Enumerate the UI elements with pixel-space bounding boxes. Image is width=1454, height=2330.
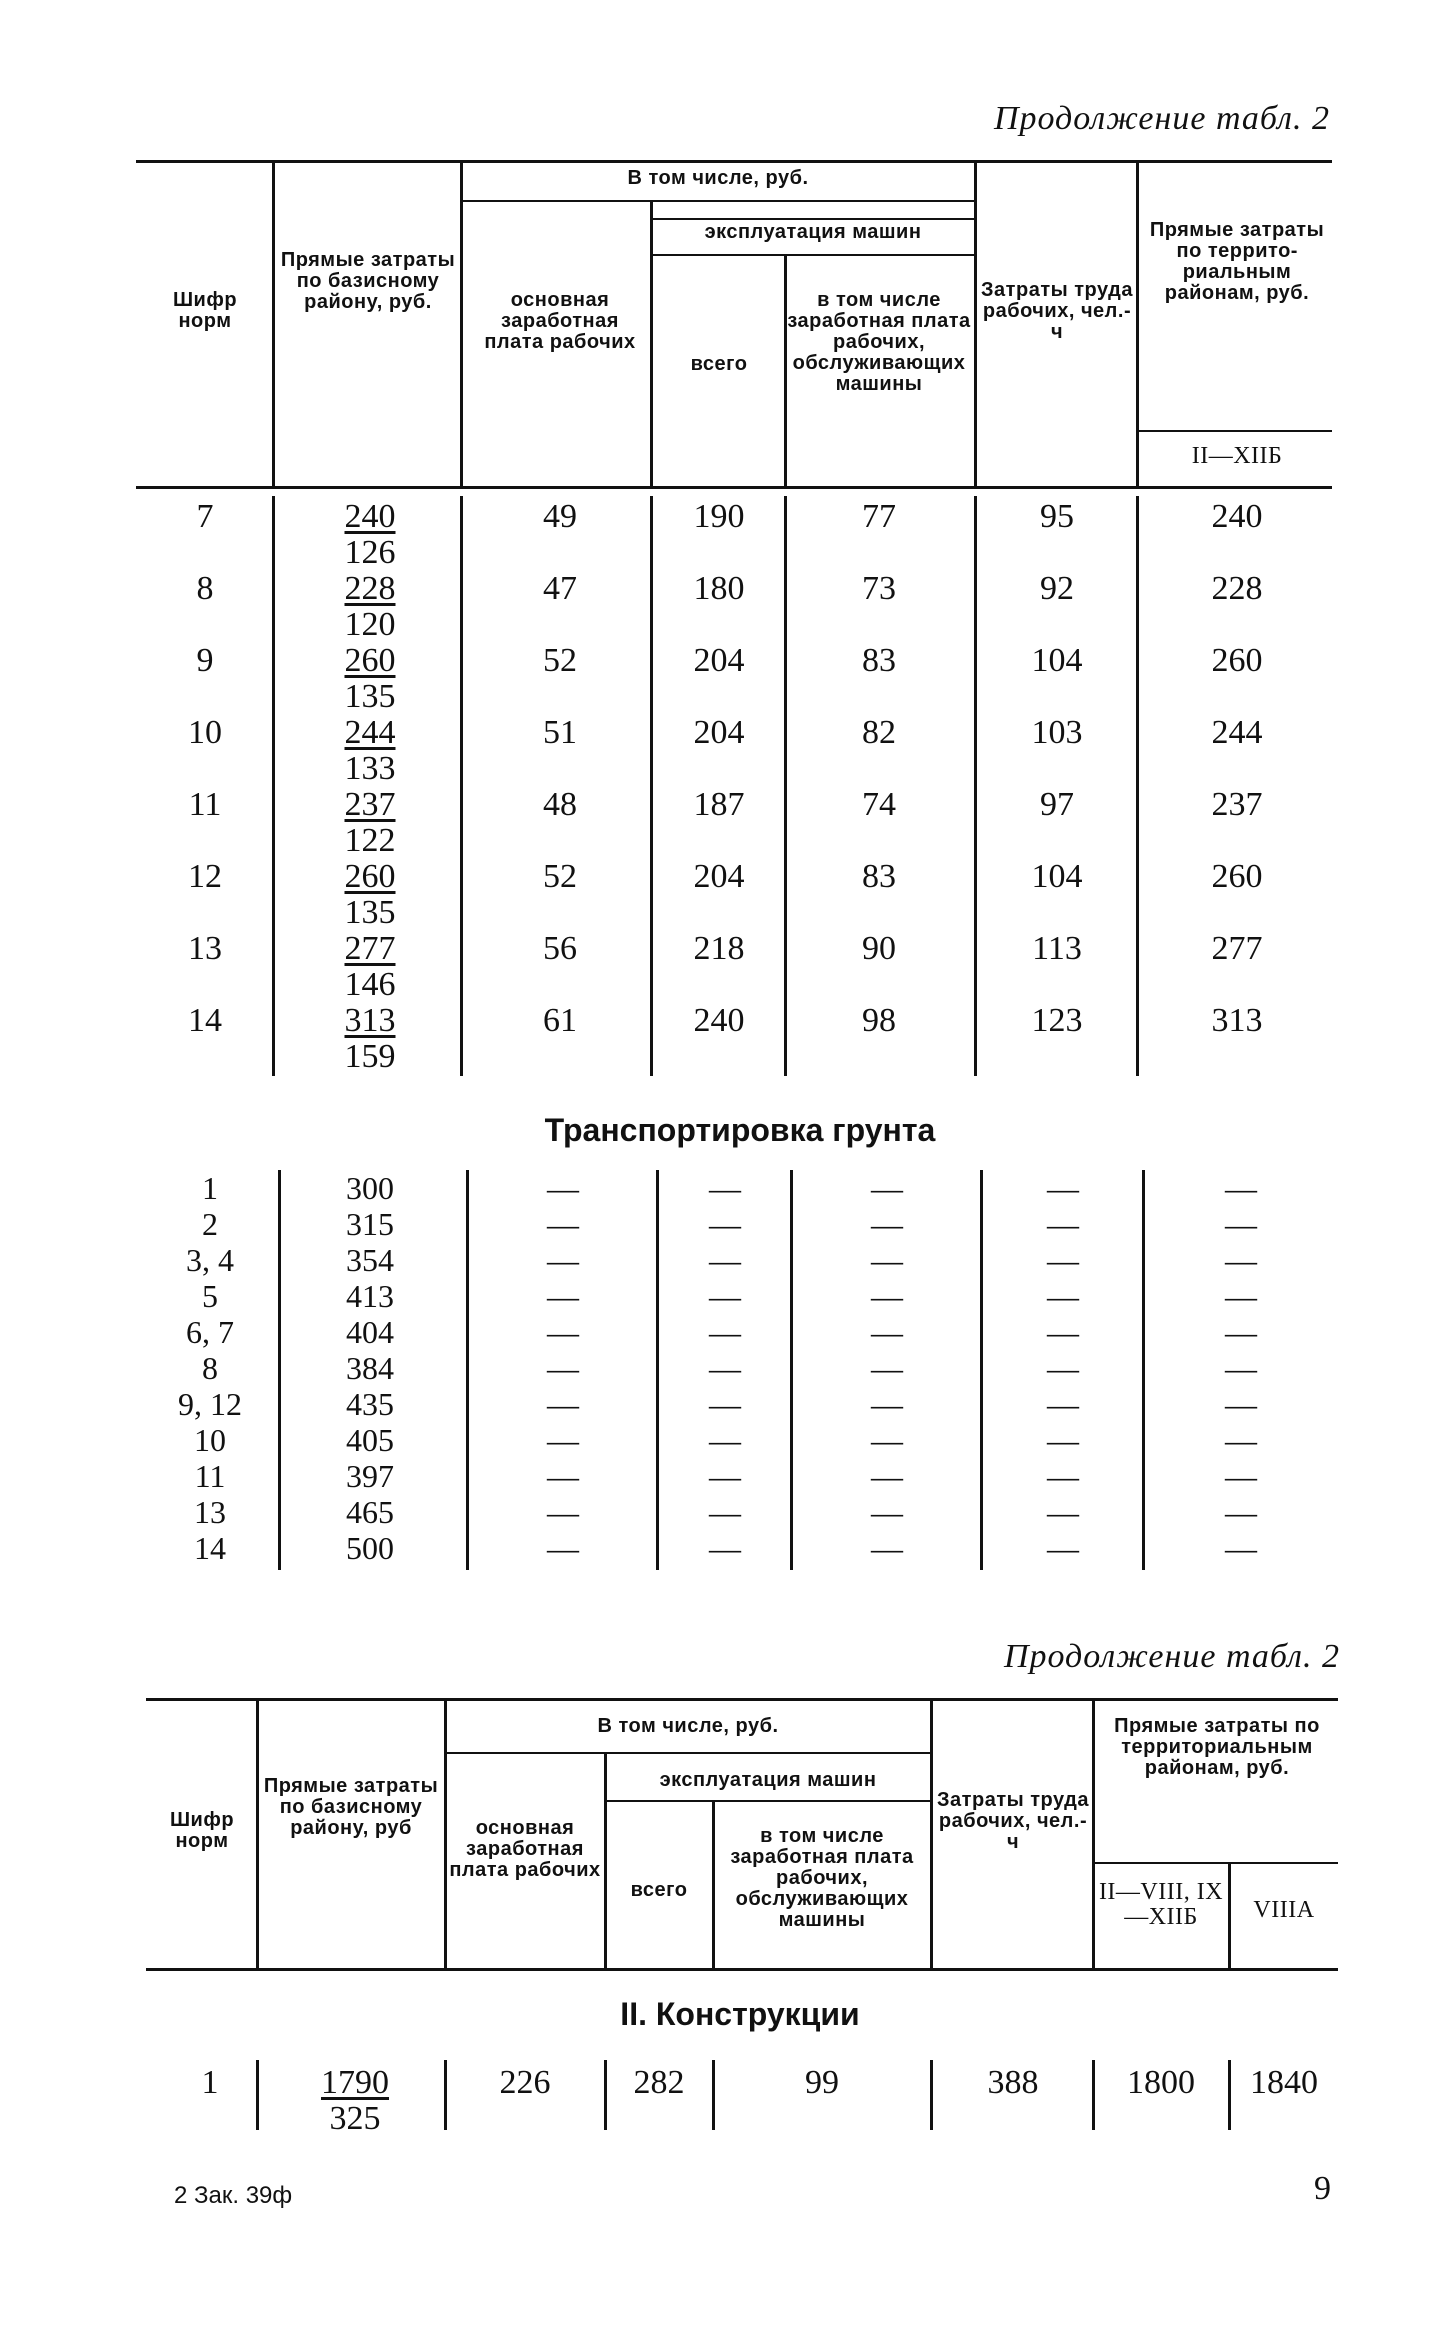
row-code: 6, 7 — [186, 1314, 234, 1350]
b-row-terr-a: 1800 — [1127, 2064, 1195, 2101]
row-total: 190 — [693, 498, 745, 535]
row-labor: 97 — [1040, 786, 1074, 823]
terr-rule — [1138, 430, 1332, 432]
row-wage: 47 — [543, 570, 577, 607]
row-machine-wage: 83 — [862, 858, 896, 895]
row-direct: 354 — [346, 1242, 394, 1278]
b-row-terr-b: 1840 — [1250, 2064, 1318, 2101]
br-v5 — [930, 2060, 933, 2130]
dash-cell: — — [1225, 1242, 1257, 1278]
dash-cell: — — [1225, 1458, 1257, 1494]
dash-cell: — — [709, 1350, 741, 1386]
dash-cell: — — [547, 1278, 579, 1314]
dash-cell: — — [547, 1422, 579, 1458]
dash-cell: — — [709, 1458, 741, 1494]
row-code: 7 — [196, 498, 214, 535]
dash-cell: — — [547, 1458, 579, 1494]
b-header-total: всего — [630, 1879, 688, 1901]
tr-v2 — [466, 1170, 469, 1570]
dash-cell: — — [709, 1206, 741, 1242]
row-direct: $\frac{240}{126}$ — [344, 498, 396, 571]
row-code: 5 — [202, 1278, 218, 1314]
row-direct: 500 — [346, 1530, 394, 1566]
row-direct: 413 — [346, 1278, 394, 1314]
v2 — [460, 163, 463, 486]
dash-cell: — — [871, 1458, 903, 1494]
br-v4 — [712, 2060, 715, 2130]
header-terr: Прямые затраты по территориальным районам, руб. — [1149, 219, 1325, 304]
dash-cell: — — [1047, 1422, 1079, 1458]
dash-cell: — — [1225, 1170, 1257, 1206]
b-v4 — [712, 1802, 715, 1968]
row-code: 14 — [194, 1530, 226, 1566]
row-machine-wage: 98 — [862, 1002, 896, 1039]
b-incl-rule — [446, 1752, 930, 1754]
v3 — [650, 202, 653, 486]
dash-cell: — — [1225, 1422, 1257, 1458]
tr-v3 — [656, 1170, 659, 1570]
row-direct: $\frac{313}{159}$ — [344, 1002, 396, 1075]
dash-cell: — — [871, 1386, 903, 1422]
table-top-rule — [136, 160, 1332, 163]
row-code: 10 — [194, 1422, 226, 1458]
dash-cell: — — [871, 1494, 903, 1530]
row-code: 9, 12 — [178, 1386, 242, 1422]
dash-cell: — — [1225, 1206, 1257, 1242]
dash-cell: — — [1047, 1530, 1079, 1566]
row-direct: 404 — [346, 1314, 394, 1350]
dash-cell: — — [709, 1242, 741, 1278]
tr-v4 — [790, 1170, 793, 1570]
b-header-machine: эксплуатация машин — [659, 1769, 877, 1791]
row-code: 3, 4 — [186, 1242, 234, 1278]
row-total: 240 — [693, 1002, 745, 1039]
br-v6 — [1092, 2060, 1095, 2130]
row-direct: 300 — [346, 1170, 394, 1206]
row-total: 204 — [693, 642, 745, 679]
dash-cell: — — [709, 1422, 741, 1458]
body-v3 — [650, 496, 653, 1076]
row-code: 13 — [188, 930, 222, 967]
dash-cell: — — [547, 1386, 579, 1422]
row-direct: 405 — [346, 1422, 394, 1458]
dash-cell: — — [1225, 1350, 1257, 1386]
v6 — [1136, 163, 1139, 486]
b-header-labor: Затраты труда рабочих, чел.-ч — [937, 1789, 1089, 1853]
b-row-direct: $\frac{1790}{325}$ — [321, 2064, 389, 2137]
row-code: 13 — [194, 1494, 226, 1530]
body-v2 — [460, 496, 463, 1076]
dash-cell: — — [547, 1530, 579, 1566]
dash-cell: — — [547, 1170, 579, 1206]
b-header-terr-b: VIIIA — [1253, 1897, 1315, 1923]
b-header-terr-a: II—VIII, IX—XIIБ — [1098, 1879, 1224, 1931]
row-code: 14 — [188, 1002, 222, 1039]
dash-cell: — — [1225, 1386, 1257, 1422]
dash-cell: — — [871, 1422, 903, 1458]
row-code: 11 — [194, 1458, 226, 1494]
row-total: 204 — [693, 714, 745, 751]
row-direct: $\frac{260}{135}$ — [344, 858, 396, 931]
row-labor: 95 — [1040, 498, 1074, 535]
dash-cell: — — [1047, 1314, 1079, 1350]
v5 — [974, 163, 977, 486]
dash-cell: — — [1047, 1458, 1079, 1494]
dash-cell: — — [1047, 1206, 1079, 1242]
dash-cell: — — [547, 1314, 579, 1350]
header-total: всего — [690, 353, 748, 375]
dash-cell: — — [1047, 1350, 1079, 1386]
row-machine-wage: 77 — [862, 498, 896, 535]
body-v6 — [1136, 496, 1139, 1076]
b-header-wage: основная заработная плата рабочих — [449, 1817, 601, 1881]
row-direct: $\frac{237}{122}$ — [344, 786, 396, 859]
dash-cell: — — [547, 1206, 579, 1242]
tr-v1 — [278, 1170, 281, 1570]
dash-cell: — — [709, 1530, 741, 1566]
footer-order: 2 Зак. 39ф — [174, 2182, 293, 2209]
row-code: 10 — [188, 714, 222, 751]
row-terr: 240 — [1211, 498, 1263, 535]
b-row-total: 282 — [633, 2064, 685, 2101]
header-terr-sub: II—XIIБ — [1191, 443, 1283, 469]
row-terr: 260 — [1211, 642, 1263, 679]
row-code: 12 — [188, 858, 222, 895]
b-row-labor: 388 — [987, 2064, 1039, 2101]
b-row-machine-wage: 99 — [805, 2064, 839, 2101]
row-total: 180 — [693, 570, 745, 607]
row-direct: 465 — [346, 1494, 394, 1530]
b-header-code: Шифр норм — [169, 1809, 235, 1852]
b-header-direct: Прямые затраты по базисному району, руб — [263, 1775, 439, 1839]
dash-cell: — — [1047, 1278, 1079, 1314]
dash-cell: — — [547, 1242, 579, 1278]
dash-cell: — — [547, 1350, 579, 1386]
tr-v5 — [980, 1170, 983, 1570]
dash-cell: — — [709, 1314, 741, 1350]
header-labor: Затраты труда рабочих, чел.-ч — [981, 279, 1133, 343]
row-machine-wage: 73 — [862, 570, 896, 607]
incl-rule — [462, 200, 974, 202]
row-wage: 49 — [543, 498, 577, 535]
b-header-machine-wage: в том числе заработная плата рабочих, обслуживающих машины — [730, 1825, 914, 1931]
row-terr: 277 — [1211, 930, 1263, 967]
continuation-label-2: Продолжение табл. 2 — [1003, 1638, 1340, 1675]
body-v5 — [974, 496, 977, 1076]
row-wage: 52 — [543, 642, 577, 679]
b-v5 — [930, 1701, 933, 1968]
machine-rule-top — [652, 218, 974, 220]
dash-cell: — — [709, 1170, 741, 1206]
dash-cell: — — [1225, 1314, 1257, 1350]
v1 — [272, 163, 275, 486]
machine-rule — [652, 254, 974, 256]
b-row-wage: 226 — [499, 2064, 551, 2101]
row-machine-wage: 90 — [862, 930, 896, 967]
continuation-label: Продолжение табл. 2 — [993, 100, 1330, 137]
header-incl: В том числе, руб. — [627, 167, 809, 189]
row-direct: $\frac{277}{146}$ — [344, 930, 396, 1003]
row-labor: 103 — [1031, 714, 1083, 751]
row-wage: 56 — [543, 930, 577, 967]
row-machine-wage: 83 — [862, 642, 896, 679]
row-terr: 260 — [1211, 858, 1263, 895]
b-header-terr: Прямые затраты по территориальным районам, руб. — [1114, 1715, 1320, 1779]
header-bottom-rule — [136, 486, 1332, 489]
row-labor: 104 — [1031, 642, 1083, 679]
row-code: 8 — [202, 1350, 218, 1386]
row-direct: $\frac{260}{135}$ — [344, 642, 396, 715]
dash-cell: — — [871, 1170, 903, 1206]
dash-cell: — — [1047, 1494, 1079, 1530]
row-code: 1 — [202, 1170, 218, 1206]
b-section-title: II. Конструкции — [620, 1996, 860, 2032]
header-machine-wage: в том числе заработная плата рабочих, обслуживающих машины — [787, 289, 971, 395]
dash-cell: — — [709, 1278, 741, 1314]
dash-cell: — — [1225, 1494, 1257, 1530]
row-terr: 244 — [1211, 714, 1263, 751]
page-number: 9 — [1314, 2170, 1331, 2207]
row-machine-wage: 74 — [862, 786, 896, 823]
header-direct: Прямые затраты по базисному району, руб. — [280, 249, 456, 313]
row-total: 187 — [693, 786, 745, 823]
row-total: 218 — [693, 930, 745, 967]
row-labor: 92 — [1040, 570, 1074, 607]
header-machine: эксплуатация машин — [704, 221, 922, 243]
row-direct: 435 — [346, 1386, 394, 1422]
b-machine-rule — [606, 1800, 930, 1802]
tr-v6 — [1142, 1170, 1145, 1570]
b-v6 — [1092, 1701, 1095, 1968]
b-row-code: 1 — [201, 2064, 219, 2101]
dash-cell: — — [709, 1386, 741, 1422]
dash-cell: — — [1225, 1278, 1257, 1314]
b-header-incl: В том числе, руб. — [597, 1715, 779, 1737]
row-labor: 104 — [1031, 858, 1083, 895]
row-code: 2 — [202, 1206, 218, 1242]
b-v7 — [1228, 1864, 1231, 1968]
dash-cell: — — [871, 1314, 903, 1350]
row-code: 9 — [196, 642, 214, 679]
row-total: 204 — [693, 858, 745, 895]
row-direct: 315 — [346, 1206, 394, 1242]
row-labor: 113 — [1032, 930, 1082, 967]
section-title: Транспортировка грунта — [544, 1112, 936, 1148]
dash-cell: — — [871, 1530, 903, 1566]
dash-cell: — — [547, 1494, 579, 1530]
row-direct: 397 — [346, 1458, 394, 1494]
row-labor: 123 — [1031, 1002, 1083, 1039]
row-wage: 48 — [543, 786, 577, 823]
row-terr: 313 — [1211, 1002, 1263, 1039]
dash-cell: — — [871, 1242, 903, 1278]
row-code: 11 — [188, 786, 222, 823]
row-code: 8 — [196, 570, 214, 607]
dash-cell: — — [709, 1494, 741, 1530]
dash-cell: — — [871, 1350, 903, 1386]
dash-cell: — — [1047, 1242, 1079, 1278]
br-v7 — [1228, 2060, 1231, 2130]
row-direct: $\frac{228}{120}$ — [344, 570, 396, 643]
row-wage: 52 — [543, 858, 577, 895]
row-terr: 237 — [1211, 786, 1263, 823]
b-table-top-rule — [146, 1698, 1338, 1701]
dash-cell: — — [871, 1278, 903, 1314]
header-wage: основная заработная плата рабочих — [484, 289, 636, 353]
row-wage: 51 — [543, 714, 577, 751]
b-terr-rule — [1094, 1862, 1338, 1864]
row-direct: 384 — [346, 1350, 394, 1386]
row-wage: 61 — [543, 1002, 577, 1039]
header-code: Шифр норм — [172, 289, 238, 332]
dash-cell: — — [1047, 1170, 1079, 1206]
row-terr: 228 — [1211, 570, 1263, 607]
dash-cell: — — [1047, 1386, 1079, 1422]
row-machine-wage: 82 — [862, 714, 896, 751]
dash-cell: — — [871, 1206, 903, 1242]
body-v1 — [272, 496, 275, 1076]
row-direct: $\frac{244}{133}$ — [344, 714, 396, 787]
dash-cell: — — [1225, 1530, 1257, 1566]
br-v1 — [256, 2060, 259, 2130]
b-header-bottom-rule — [146, 1968, 1338, 1971]
